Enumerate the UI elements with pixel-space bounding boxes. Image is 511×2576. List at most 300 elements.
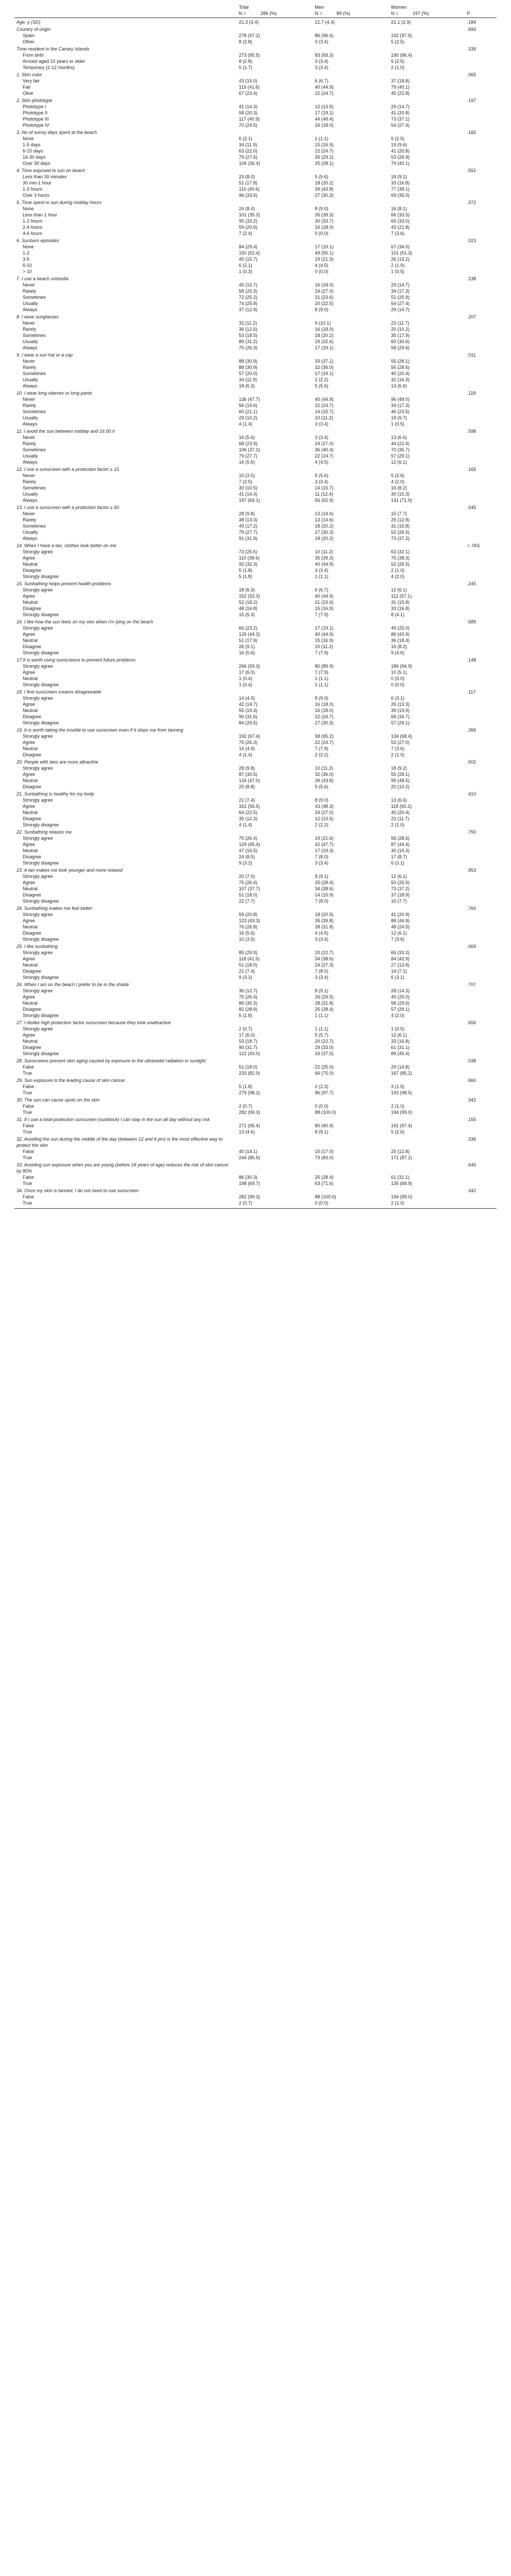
table-row (14, 206, 497, 212)
row-label: Never (23, 320, 36, 326)
row-label: Neutral (23, 778, 38, 783)
table-row (14, 898, 497, 904)
row-label: Disagree (23, 854, 42, 859)
men-cell: 11 (12.4) (315, 492, 333, 497)
women-cell: 66 (33.5) (390, 212, 410, 217)
table-row (14, 879, 497, 886)
total-cell (237, 541, 313, 549)
total-cell: 18 (6.3) (239, 587, 255, 592)
p-value-cell (465, 174, 497, 180)
total-cell: 79 (27.7) (239, 530, 258, 535)
p-value-cell (465, 110, 497, 116)
row-label: Strongly agree (23, 912, 53, 917)
row-label: Strongly disagree (23, 574, 59, 579)
question-row (14, 541, 497, 549)
men-cell: 5 (5.7) (315, 1032, 329, 1038)
women-cell: 171 (87.2) (390, 1155, 412, 1160)
men-cell: 8 (9.0) (315, 307, 329, 312)
women-cell: 25 (12.8) (390, 517, 410, 522)
p-value-cell (465, 956, 497, 962)
p-value-cell (465, 511, 497, 517)
table-row (14, 1026, 497, 1032)
men-cell: 9 (10.1) (315, 320, 331, 326)
total-cell: 51 (18.0) (239, 962, 258, 968)
table-row (14, 160, 497, 166)
table-page (0, 2, 511, 1209)
total-cell: 36 (12.6) (239, 327, 258, 332)
men-cell: 12 (13.5) (315, 816, 334, 821)
p-value-cell (465, 192, 497, 198)
p-value-cell (465, 1032, 497, 1038)
total-cell (237, 1161, 313, 1174)
women-cell (389, 275, 465, 282)
total-cell (237, 758, 313, 765)
table-row (14, 39, 497, 45)
row-label: Strongly disagree (23, 899, 59, 904)
row-label: Over 30 days (23, 161, 50, 166)
women-cell (389, 1135, 465, 1148)
men-cell: 35 (39.8) (315, 918, 334, 923)
men-cell: 16 (18.0) (315, 282, 334, 287)
row-label: Strongly agree (23, 1026, 53, 1031)
table-row (14, 288, 497, 294)
total-cell: 14 (4.9) (239, 696, 255, 701)
question-row (14, 236, 497, 244)
p-value-cell: .011 (467, 352, 476, 358)
p-value-cell (465, 383, 497, 389)
p-value-cell (465, 160, 497, 166)
p-value-cell (465, 637, 497, 643)
p-value-cell (465, 39, 497, 45)
row-label: 16-30 days (23, 155, 46, 160)
men-cell (313, 1135, 389, 1148)
header-label-blank-2 (14, 10, 237, 18)
table-row (14, 714, 497, 720)
row-label: False (23, 1064, 35, 1070)
row-label: Agree (23, 670, 36, 675)
p-value-cell (465, 142, 497, 148)
men-cell (313, 351, 389, 358)
men-cell: 0 (0.0) (315, 231, 329, 236)
total-cell: 116 (40.6) (239, 187, 260, 192)
row-label: Age, y (SD) (16, 20, 41, 25)
p-value-cell: .552 (467, 168, 476, 173)
p-value-cell (465, 771, 497, 777)
men-cell: 13 (14.6) (315, 511, 334, 516)
total-cell (237, 1135, 313, 1148)
p-value-cell (465, 962, 497, 968)
row-label: Agree (23, 702, 36, 707)
table-row (14, 549, 497, 555)
men-cell: 20 (22.7) (315, 1039, 334, 1044)
women-cell: 73 (37.2) (390, 536, 410, 541)
p-value-cell (465, 936, 497, 942)
total-cell: 7 (2.5) (239, 479, 252, 484)
men-cell: 40 (44.9) (315, 84, 334, 90)
table-row (14, 409, 497, 415)
men-cell: 22 (25.0) (315, 1064, 334, 1070)
row-label: True (23, 1071, 32, 1076)
men-cell: 25 (28.4) (315, 880, 334, 885)
table-row (14, 1109, 497, 1115)
women-cell: 2 (1.0) (390, 822, 404, 827)
question-row (14, 275, 497, 282)
total-cell (237, 1115, 313, 1123)
p-value-cell: .645 (467, 1162, 476, 1167)
total-cell: 16 (5.6) (239, 460, 255, 465)
total-cell: 34 (11.9) (239, 377, 257, 382)
men-cell (313, 790, 389, 797)
p-value-cell: .118 (467, 391, 476, 396)
women-cell: 34 (17.3) (390, 289, 410, 294)
p-value-cell (465, 752, 497, 758)
table-row (14, 924, 497, 930)
men-cell: 3 (3.4) (315, 975, 329, 980)
women-cell: 23 (11.7) (390, 320, 410, 326)
women-cell: 21.1 (2.9) (390, 20, 411, 25)
men-cell: 40 (44.9) (315, 562, 334, 567)
row-label: Disagree (23, 568, 42, 573)
women-cell: 57 (29.1) (390, 720, 410, 725)
table-row (14, 848, 497, 854)
men-cell: 25 (28.1) (315, 161, 334, 166)
women-cell: 4 (2.0) (390, 479, 404, 484)
women-cell: 48 (24.5) (390, 924, 410, 929)
women-cell: 73 (37.1) (390, 116, 410, 122)
total-cell: 22 (7.7) (239, 899, 255, 904)
women-cell: 31 (15.8) (390, 600, 410, 605)
p-value-cell (465, 549, 497, 555)
total-cell: 38 (13.3) (239, 517, 258, 522)
p-value-cell: .336 (467, 1137, 476, 1142)
total-cell: 6 (2.1) (239, 263, 252, 268)
men-cell: 17 (19.1) (315, 371, 334, 376)
men-cell (313, 465, 389, 472)
total-cell (237, 904, 313, 911)
total-cell: 16 (5.6) (239, 930, 255, 936)
p-value-cell (465, 879, 497, 886)
women-cell: 79 (40.1) (390, 84, 410, 90)
total-cell: 7 (2.4) (239, 231, 252, 236)
row-label: Agree (23, 994, 36, 999)
women-cell: 2 (1.0) (390, 568, 404, 573)
table-row (14, 345, 497, 351)
women-cell (389, 1187, 465, 1194)
table-row (14, 154, 497, 160)
row-label: Disagree (23, 892, 42, 897)
women-cell: 65 (33.2) (390, 950, 410, 955)
men-cell: 2 (2.2) (315, 752, 329, 757)
p-value-cell (465, 1129, 497, 1135)
p-value-cell (465, 447, 497, 453)
men-cell: 21 (23.6) (315, 600, 334, 605)
table-row (14, 561, 497, 567)
header-women: Women (390, 5, 407, 10)
question-row (14, 45, 497, 52)
men-cell: 24 (27.3) (315, 962, 334, 968)
table-row (14, 669, 497, 675)
question-row (14, 790, 497, 797)
row-label: Disagree (23, 644, 42, 649)
p-value-cell (465, 1000, 497, 1006)
p-value-cell (465, 745, 497, 752)
total-cell: 1 (0.3) (239, 269, 252, 274)
men-cell (313, 580, 389, 587)
row-label: Strongly disagree (23, 682, 59, 687)
women-cell: 30 (15.3) (390, 492, 410, 497)
men-cell: 49 (55.1) (315, 250, 334, 256)
women-cell: 44 (22.4) (390, 441, 410, 446)
total-cell: 85 (29.9) (239, 950, 258, 955)
total-cell (237, 313, 313, 320)
row-label: Phototype II (23, 110, 48, 115)
women-cell: 12 (6.1) (390, 874, 407, 879)
row-label: Agree (23, 594, 36, 599)
table-row (14, 338, 497, 345)
total-cell: 278 (97.2) (239, 33, 260, 38)
men-cell: 5 (5.6) (315, 473, 329, 478)
p-value-cell (465, 396, 497, 402)
men-cell (313, 1187, 389, 1194)
p-value-cell (465, 84, 497, 90)
total-cell: 90 (31.7) (239, 1045, 258, 1050)
men-cell: 4 (4.5) (315, 930, 329, 936)
table-row (14, 593, 497, 599)
table-row (14, 1000, 497, 1006)
total-cell: 20 (7.0) (239, 874, 255, 879)
row-label: 6-15 days (23, 148, 43, 154)
women-cell (389, 45, 465, 52)
p-value-cell (465, 918, 497, 924)
total-cell: 45 (15.7) (239, 282, 258, 287)
women-cell (389, 656, 465, 663)
row-label: 32. Avoiding the sun during the middle of the day (between 12 and 4 pm) is the most effective way to protect the skin (16, 1137, 223, 1148)
p-value-cell (465, 873, 497, 879)
total-cell: 57 (20.0) (239, 371, 258, 376)
women-cell: 53 (26.9) (390, 155, 410, 160)
total-cell: 1 (0.4) (239, 676, 252, 681)
row-label: Usually (23, 301, 38, 306)
row-label: Strongly disagree (23, 822, 59, 827)
p-value-cell (465, 555, 497, 561)
total-cell: 1 (0.4) (239, 682, 252, 687)
row-label: Strongly agree (23, 836, 53, 841)
table-row (14, 212, 497, 218)
table-row (14, 180, 497, 186)
total-cell: 51 (18.0) (239, 892, 258, 897)
men-cell: 3 (3.4) (315, 421, 329, 427)
total-cell: 63 (22.0) (239, 148, 258, 154)
women-cell: 54 (27.4) (390, 301, 410, 306)
question-row (14, 25, 497, 32)
total-cell (237, 656, 313, 663)
total-cell: 15 (5.3) (239, 612, 255, 617)
p-value-cell (465, 122, 497, 128)
men-cell: 16 (18.0) (315, 327, 334, 332)
row-label: 11. I avoid the sun between midday and 16.00 h (16, 429, 115, 434)
total-cell: 37 (12.9) (239, 307, 258, 312)
men-cell: 19 (21.6) (315, 836, 334, 841)
row-label: 4-6 hours (23, 231, 43, 236)
women-cell: 191 (97.4) (390, 1123, 412, 1128)
p-value-cell (465, 256, 497, 262)
row-label: Strongly agree (23, 766, 53, 771)
p-value-cell (465, 720, 497, 726)
p-value-cell (465, 1070, 497, 1076)
men-cell (313, 656, 389, 663)
men-cell: 25 (28.4) (315, 1175, 334, 1180)
total-cell: 75 (26.3) (239, 740, 258, 745)
p-value-cell (465, 472, 497, 479)
question-row (14, 1019, 497, 1026)
question-row (14, 688, 497, 695)
p-value-cell (465, 1044, 497, 1050)
men-cell (313, 1076, 389, 1083)
women-cell: 29 (14.8) (390, 1064, 410, 1070)
p-value-cell (465, 32, 497, 39)
table-row (14, 701, 497, 707)
p-value-cell (465, 841, 497, 848)
p-value-cell: .245 (467, 581, 476, 586)
p-value-cell: .502 (467, 759, 476, 765)
women-cell: 60 (30.6) (390, 339, 410, 344)
total-cell: 40 (14.1) (239, 1149, 258, 1154)
table-row (14, 58, 497, 64)
row-label: Strongly disagree (23, 975, 59, 980)
p-value-cell (465, 154, 497, 160)
p-value-cell (465, 332, 497, 338)
p-value-cell (465, 854, 497, 860)
men-cell: 7 (8.0) (315, 899, 329, 904)
p-value-cell (465, 268, 497, 275)
total-cell: 47 (16.5) (239, 848, 258, 853)
row-label: Strongly agree (23, 734, 53, 739)
row-label: Usually (23, 530, 38, 535)
total-cell: 67 (23.4) (239, 91, 258, 96)
results-table (14, 2, 497, 1209)
table-row (14, 218, 497, 224)
table-row (14, 332, 497, 338)
table-row (14, 918, 497, 924)
table-row (14, 854, 497, 860)
men-cell: 33 (37.5) (315, 1051, 334, 1056)
total-cell: 5 (1.8) (239, 1084, 252, 1089)
p-value-cell: .366 (467, 727, 476, 733)
row-label: 31. If I use a total-protection sunscreen (sunblock) I can stay in the sun all day without any risk (16, 1117, 210, 1122)
total-cell: 58 (20.3) (239, 289, 258, 294)
row-label: False (23, 1194, 35, 1199)
men-cell: 80 (90.9) (315, 1123, 334, 1128)
row-label: Strongly disagree (23, 720, 59, 725)
row-label: Neutral (23, 886, 38, 891)
total-cell: 16 (5.6) (239, 650, 255, 655)
table-row (14, 479, 497, 485)
question-row (14, 980, 497, 988)
p-value-cell: .065 (467, 72, 476, 77)
total-cell (237, 465, 313, 472)
women-cell: 75 (38.3) (390, 555, 410, 561)
row-label: Neutral (23, 708, 38, 713)
question-row (14, 1076, 497, 1083)
table-row (14, 370, 497, 377)
table-row (14, 968, 497, 974)
men-cell: 88 (100.0) (315, 1110, 336, 1115)
total-cell: 152 (53.3) (239, 594, 260, 599)
total-cell: 84 (29.5) (239, 720, 258, 725)
table-row (14, 1038, 497, 1044)
row-label: 18. I find sunscreen creams disagreeable (16, 689, 101, 694)
women-cell: 118 (60.2) (390, 804, 412, 809)
women-cell (389, 236, 465, 244)
question-row (14, 351, 497, 358)
total-cell: 17 (6.0) (239, 1032, 255, 1038)
table-row (14, 268, 497, 275)
women-cell: 52 (26.5) (390, 562, 410, 567)
p-value-cell (465, 701, 497, 707)
women-cell (389, 25, 465, 32)
men-cell: 1 (1.1) (315, 682, 329, 687)
row-label: From birth (23, 53, 44, 58)
men-cell: 28 (31.8) (315, 1001, 334, 1006)
total-cell: 18 (6.3) (239, 383, 255, 388)
row-label: Agree (23, 842, 36, 847)
p-value-cell (465, 1103, 497, 1109)
p-value-cell (465, 1174, 497, 1180)
table-row (14, 841, 497, 848)
row-label: Always (23, 536, 38, 541)
women-cell: 37 (18.8) (390, 78, 410, 83)
table-row (14, 383, 497, 389)
table-row (14, 32, 497, 39)
question-row (14, 580, 497, 587)
p-value-cell (465, 186, 497, 192)
p-value-cell (465, 848, 497, 854)
total-cell: 90 (31.6) (239, 714, 258, 719)
women-cell (389, 313, 465, 320)
table-row (14, 421, 497, 427)
row-label: Strongly agree (23, 696, 53, 701)
row-label: False (23, 1084, 35, 1089)
table-row (14, 860, 497, 866)
total-cell: 42 (14.7) (239, 702, 258, 707)
total-cell: 14 (4.9) (239, 746, 255, 751)
row-label: Phototype I (23, 104, 46, 109)
women-cell: 190 (96.4) (390, 53, 412, 58)
row-label: 1. Skin color (16, 72, 42, 77)
table-row (14, 244, 497, 250)
men-cell: 1 (1.1) (315, 136, 329, 141)
row-label: False (23, 1123, 35, 1128)
total-cell: 16 (5.6) (239, 435, 255, 440)
row-label: Sometimes (23, 333, 46, 338)
row-label: Always (23, 345, 38, 350)
total-cell: 24 (8.5) (239, 854, 255, 859)
total-cell: 2 (0.7) (237, 1200, 313, 1209)
men-cell: 18 (20.5) (315, 912, 334, 917)
p-value-cell (465, 409, 497, 415)
men-cell: 22 (24.7) (315, 91, 334, 96)
women-cell: 41 (20.8) (390, 110, 410, 115)
total-cell: 107 (37.7) (239, 886, 260, 891)
row-label: True (23, 1129, 32, 1134)
total-cell: 122 (43.0) (239, 1051, 260, 1056)
men-cell: 3 (3.4) (315, 937, 329, 942)
row-label: Sometimes (23, 523, 46, 529)
row-label: Usually (23, 377, 38, 382)
total-cell: 13 (4.6) (239, 1129, 255, 1134)
p-value-cell (465, 803, 497, 809)
women-cell: 192 (97.5) (390, 33, 412, 38)
